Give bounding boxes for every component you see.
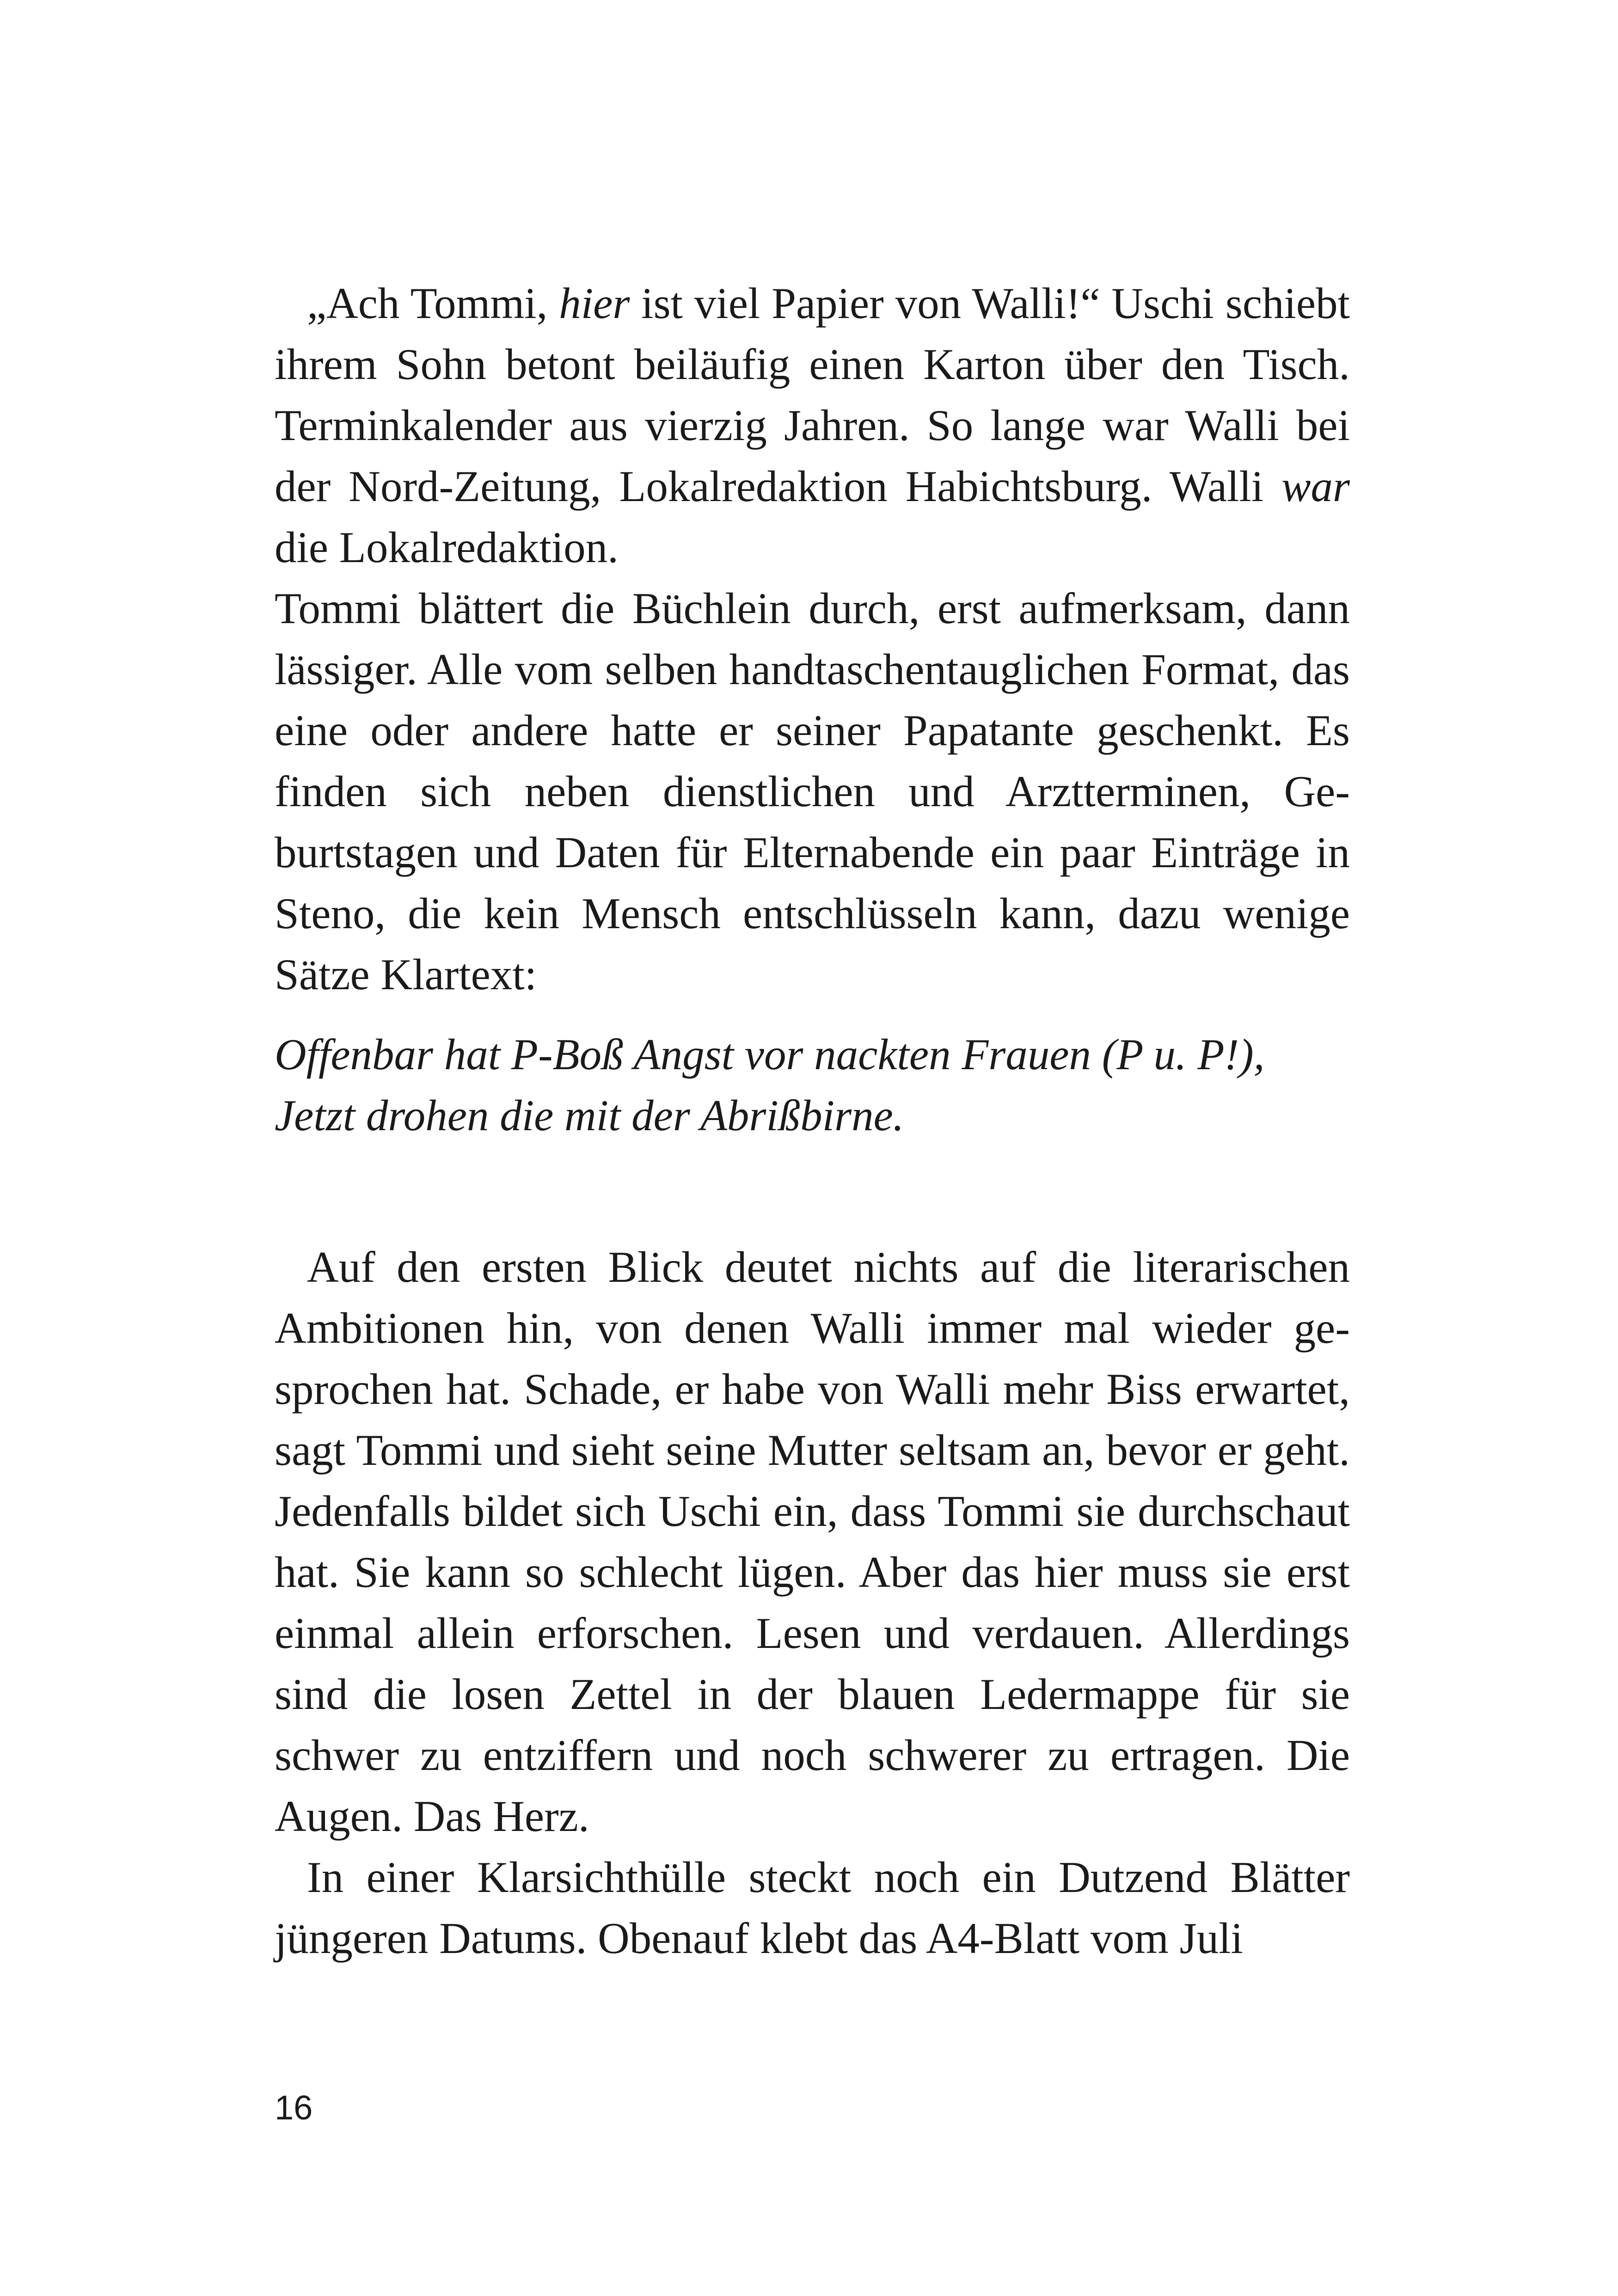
paragraph-1 — [275, 273, 1350, 578]
continuation-section — [275, 1237, 1350, 1969]
paragraph-2: Tommi blättert die Büchlein durch, erst aufmerksam, dann lässiger. Alle vom selben handtaschentauglichen Format, das eine oder andere hatte er seiner Papatante geschenkt. Es finden sich neben dienstlichen und Arztterminen, Geburtstagen und Daten für Elternabende ein paar Einträge in Steno, die kein Mensch entschlüsseln kann, dazu wenige Sätze Klartext: — [275, 584, 1350, 999]
p1-closing: die Lokalredaktion. — [275, 523, 619, 572]
emphasis-hier: hier — [559, 279, 630, 328]
p1-opening: „Ach Tommi, — [307, 279, 559, 328]
paragraph-4: In einer Klarsichthülle steckt noch ein Dutzend Blätter jüngeren Datums. Obenauf klebt das A4-Blatt vom Juli — [275, 1853, 1350, 1963]
page-number: 16 — [275, 2088, 313, 2127]
quote-line-2: Jetzt drohen die mit der Abrißbirne. — [275, 1091, 904, 1140]
emphasis-war: war — [1281, 462, 1350, 511]
quoted-entry — [275, 1024, 1350, 1146]
paragraph-3: Auf den ersten Blick deutet nichts auf die literarischen Ambitionen hin, von denen Walli immer mal wieder gesprochen hat. Schade, er habe von Walli mehr Biss erwartet, sagt Tommi und sieht seine Mutter seltsam an, bevor er geht. Jedenfalls bildet sich Uschi ein, dass Tommi sie durchschaut hat. Sie kann so schlecht lügen. Aber das hier muss sie erst einmal allein erforschen. Lesen und verdauen. Allerdings sind die losen Zettel in der blauen Ledermappe für sie schwer zu entziffern und noch schwerer zu ertragen. Die Augen. Das Herz. — [275, 1243, 1350, 1841]
quote-line-1: Offenbar hat P-Boß Angst vor nackten Frauen (P u. P!), — [275, 1030, 1265, 1079]
opening-section — [275, 273, 1350, 1005]
p1-middle: ist viel Papier von Walli!“ Uschi schiebt ihrem Sohn betont beiläufig einen Karton über den Tisch. Terminkalender aus vierzig Jahren. So lange war Walli bei der Nord-Zeitung, Lokalredaktion Habichtsburg. Walli — [275, 279, 1350, 511]
